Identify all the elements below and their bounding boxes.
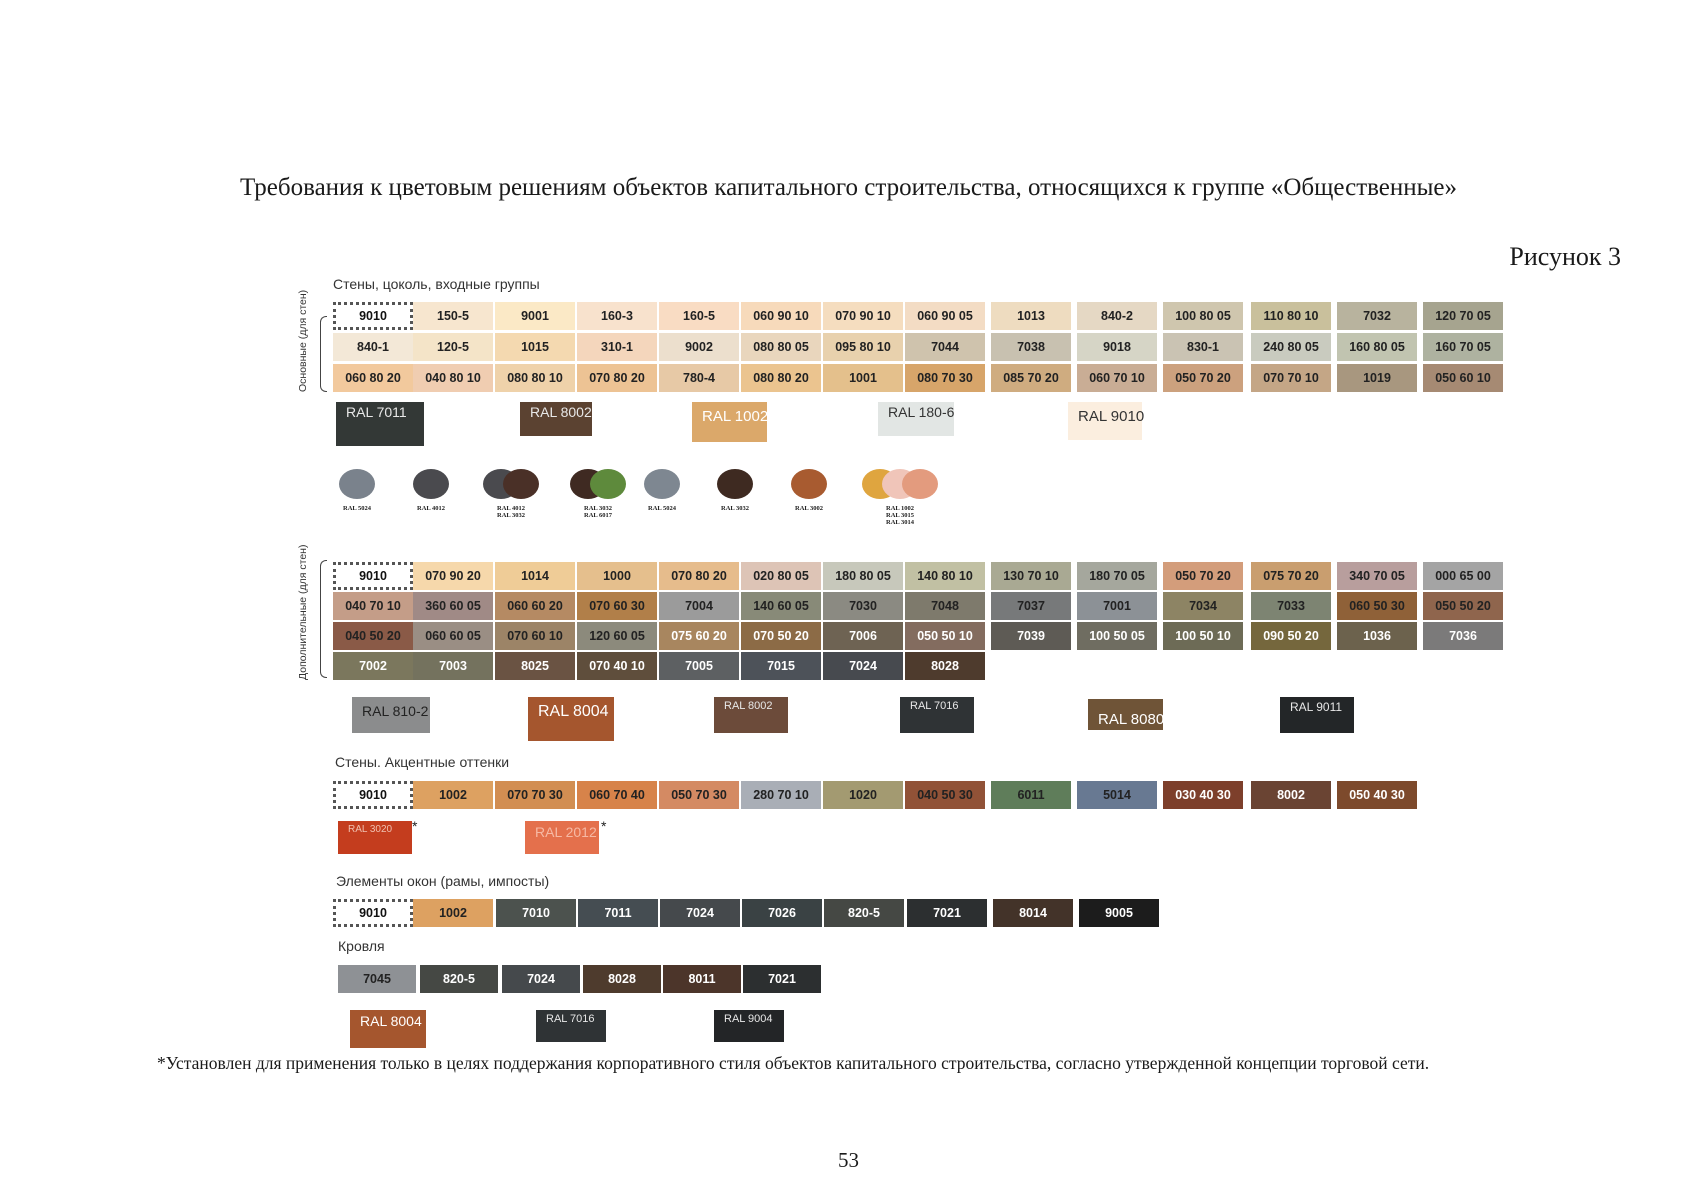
color-chip: 070 60 30 xyxy=(577,592,657,620)
color-chip: 050 60 10 xyxy=(1423,364,1503,392)
ral-swatch: RAL 3020 xyxy=(338,821,412,854)
color-chip: 7039 xyxy=(991,622,1071,650)
color-chip: 360 60 05 xyxy=(413,592,493,620)
color-chip: 075 70 20 xyxy=(1251,562,1331,590)
color-chip: 1014 xyxy=(495,562,575,590)
color-chip: 7033 xyxy=(1251,592,1331,620)
color-chip: 050 50 10 xyxy=(905,622,985,650)
main-bracket xyxy=(320,316,327,392)
color-chip: 120 60 05 xyxy=(577,622,657,650)
color-chip: 060 60 20 xyxy=(495,592,575,620)
color-chip: 120-5 xyxy=(413,333,493,361)
color-chip: 180 80 05 xyxy=(823,562,903,590)
color-circle xyxy=(644,469,680,499)
circle-label: RAL 3032 xyxy=(721,505,749,512)
color-chip: 060 70 40 xyxy=(577,781,657,809)
color-circle xyxy=(791,469,827,499)
color-chip: 7021 xyxy=(743,965,821,993)
color-chip: 7026 xyxy=(742,899,822,927)
color-chip: 7037 xyxy=(991,592,1071,620)
color-chip: 050 70 20 xyxy=(1163,364,1243,392)
color-chip: 5014 xyxy=(1077,781,1157,809)
color-chip: 7005 xyxy=(659,652,739,680)
section-roof-title: Кровля xyxy=(338,938,385,954)
ral-swatch: RAL 8002 xyxy=(714,697,788,733)
color-chip: 050 70 20 xyxy=(1163,562,1243,590)
ral-swatch: RAL 9004 xyxy=(714,1010,784,1042)
color-chip: 310-1 xyxy=(577,333,657,361)
ral-swatch: RAL 8002 xyxy=(520,402,592,436)
color-chip: 030 40 30 xyxy=(1163,781,1243,809)
color-chip: 9001 xyxy=(495,302,575,330)
circle-label: RAL 4012 xyxy=(417,505,445,512)
circle-label: RAL 3032 RAL 6017 xyxy=(584,505,612,519)
color-chip: 100 50 05 xyxy=(1077,622,1157,650)
color-chip: 1020 xyxy=(823,781,903,809)
color-chip: 1002 xyxy=(413,781,493,809)
color-chip: 085 70 20 xyxy=(991,364,1071,392)
color-chip: 1036 xyxy=(1337,622,1417,650)
color-chip: 280 70 10 xyxy=(741,781,821,809)
color-chip: 050 50 20 xyxy=(1423,592,1503,620)
color-chip: 060 70 10 xyxy=(1077,364,1157,392)
color-chip: 140 60 05 xyxy=(741,592,821,620)
ral-swatch: RAL 1002 xyxy=(692,402,767,442)
color-chip: 070 60 10 xyxy=(495,622,575,650)
color-chip: 150-5 xyxy=(413,302,493,330)
color-chip: 040 50 20 xyxy=(333,622,413,650)
ral-swatch: RAL 810-2 xyxy=(352,697,430,733)
color-chip: 120 70 05 xyxy=(1423,302,1503,330)
asterisk-mark: * xyxy=(412,818,418,834)
color-chip: 070 90 10 xyxy=(823,302,903,330)
color-chip: 8028 xyxy=(583,965,661,993)
color-chip: 830-1 xyxy=(1163,333,1243,361)
color-chip: 7044 xyxy=(905,333,985,361)
page-title: Требования к цветовым решениям объектов капитального строительства, относящихся к группе «Общественные» xyxy=(239,174,1458,201)
color-chip: 9010 xyxy=(333,562,413,590)
color-chip: 7024 xyxy=(660,899,740,927)
color-chip: 070 90 20 xyxy=(413,562,493,590)
figure-label: Рисунок 3 xyxy=(1509,242,1621,271)
ral-swatch: RAL 8004 xyxy=(528,697,614,741)
color-chip: 9018 xyxy=(1077,333,1157,361)
circle-label: RAL 1002 RAL 3015 RAL 3014 xyxy=(886,505,914,526)
color-chip: 9010 xyxy=(333,899,413,927)
asterisk-mark: * xyxy=(601,818,607,834)
color-chip: 7034 xyxy=(1163,592,1243,620)
ral-swatch: RAL 7016 xyxy=(536,1010,606,1042)
color-chip: 020 80 05 xyxy=(741,562,821,590)
color-chip: 1002 xyxy=(413,899,493,927)
color-circle xyxy=(717,469,753,499)
color-chip: 000 65 00 xyxy=(1423,562,1503,590)
color-chip: 7002 xyxy=(333,652,413,680)
color-circle xyxy=(413,469,449,499)
color-chip: 1013 xyxy=(991,302,1071,330)
color-chip: 7036 xyxy=(1423,622,1503,650)
color-chip: 8028 xyxy=(905,652,985,680)
color-chip: 070 70 10 xyxy=(1251,364,1331,392)
color-chip: 100 80 05 xyxy=(1163,302,1243,330)
color-chip: 1015 xyxy=(495,333,575,361)
ral-swatch: RAL 2012 xyxy=(525,821,599,854)
color-chip: 160 70 05 xyxy=(1423,333,1503,361)
color-chip: 070 80 20 xyxy=(577,364,657,392)
color-chip: 7004 xyxy=(659,592,739,620)
color-chip: 7024 xyxy=(823,652,903,680)
color-chip: 180 70 05 xyxy=(1077,562,1157,590)
color-chip: 100 50 10 xyxy=(1163,622,1243,650)
color-chip: 080 70 30 xyxy=(905,364,985,392)
ral-swatch: RAL 8080 xyxy=(1088,699,1163,730)
color-chip: 1019 xyxy=(1337,364,1417,392)
color-chip: 7015 xyxy=(741,652,821,680)
color-chip: 060 90 10 xyxy=(741,302,821,330)
ral-swatch: RAL 180-6 xyxy=(878,402,954,436)
color-chip: 040 70 10 xyxy=(333,592,413,620)
color-chip: 7048 xyxy=(905,592,985,620)
ral-swatch: RAL 9011 xyxy=(1280,697,1354,733)
section-windows-title: Элементы окон (рамы, импосты) xyxy=(336,873,550,889)
color-circle xyxy=(590,469,626,499)
color-chip: 7024 xyxy=(502,965,580,993)
main-vertical-label: Основные (для стен) xyxy=(297,289,309,392)
color-chip: 130 70 10 xyxy=(991,562,1071,590)
color-chip: 8025 xyxy=(495,652,575,680)
circle-label: RAL 3002 xyxy=(795,505,823,512)
color-chip: 7010 xyxy=(496,899,576,927)
color-chip: 075 60 20 xyxy=(659,622,739,650)
color-chip: 070 50 20 xyxy=(741,622,821,650)
color-chip: 7032 xyxy=(1337,302,1417,330)
color-chip: 160 80 05 xyxy=(1337,333,1417,361)
additional-vertical-label: Дополнительные (для стен) xyxy=(297,544,309,680)
color-chip: 050 70 30 xyxy=(659,781,739,809)
circle-label: RAL 4012 RAL 3032 xyxy=(497,505,525,519)
footnote: *Установлен для применения только в целях поддержания корпоративного стиля объектов капитального строительства, согласно утвержденной концепции торговой сети. xyxy=(157,1053,1430,1073)
color-chip: 7011 xyxy=(578,899,658,927)
color-chip: 1000 xyxy=(577,562,657,590)
color-chip: 840-2 xyxy=(1077,302,1157,330)
color-chip: 7030 xyxy=(823,592,903,620)
color-chip: 8002 xyxy=(1251,781,1331,809)
additional-bracket xyxy=(320,560,327,678)
color-chip: 060 60 05 xyxy=(413,622,493,650)
color-chip: 820-5 xyxy=(420,965,498,993)
ral-swatch: RAL 7011 xyxy=(336,402,424,446)
color-circle xyxy=(503,469,539,499)
color-chip: 340 70 05 xyxy=(1337,562,1417,590)
color-chip: 7045 xyxy=(338,965,416,993)
color-chip: 050 40 30 xyxy=(1337,781,1417,809)
color-chip: 8014 xyxy=(993,899,1073,927)
color-chip: 070 40 10 xyxy=(577,652,657,680)
color-chip: 090 50 20 xyxy=(1251,622,1331,650)
color-chip: 160-5 xyxy=(659,302,739,330)
circle-label: RAL 5024 xyxy=(343,505,371,512)
color-chip: 9010 xyxy=(333,302,413,330)
color-chip: 040 50 30 xyxy=(905,781,985,809)
color-circle xyxy=(339,469,375,499)
color-chip: 8011 xyxy=(663,965,741,993)
color-chip: 780-4 xyxy=(659,364,739,392)
color-circle xyxy=(902,469,938,499)
color-chip: 7001 xyxy=(1077,592,1157,620)
color-chip: 820-5 xyxy=(824,899,904,927)
color-chip: 240 80 05 xyxy=(1251,333,1331,361)
color-chip: 7021 xyxy=(907,899,987,927)
circle-label: RAL 5024 xyxy=(648,505,676,512)
color-chip: 6011 xyxy=(991,781,1071,809)
color-chip: 1001 xyxy=(823,364,903,392)
color-chip: 080 80 20 xyxy=(741,364,821,392)
ral-swatch: RAL 9010 xyxy=(1068,402,1142,440)
color-chip: 040 80 10 xyxy=(413,364,493,392)
section-accent-title: Стены. Акцентные оттенки xyxy=(335,754,510,770)
ral-swatch: RAL 8004 xyxy=(350,1010,426,1048)
color-chip: 7003 xyxy=(413,652,493,680)
color-chip: 140 80 10 xyxy=(905,562,985,590)
color-chip: 7038 xyxy=(991,333,1071,361)
color-chip: 060 90 05 xyxy=(905,302,985,330)
color-chip: 7006 xyxy=(823,622,903,650)
color-chip: 070 80 20 xyxy=(659,562,739,590)
color-chip: 160-3 xyxy=(577,302,657,330)
color-chip: 060 50 30 xyxy=(1337,592,1417,620)
color-chip: 110 80 10 xyxy=(1251,302,1331,330)
section-walls-main-title: Стены, цоколь, входные группы xyxy=(333,276,540,292)
color-chip: 070 70 30 xyxy=(495,781,575,809)
color-chip: 080 80 05 xyxy=(741,333,821,361)
color-chip: 080 80 10 xyxy=(495,364,575,392)
ral-swatch: RAL 7016 xyxy=(900,697,974,733)
color-chip: 095 80 10 xyxy=(823,333,903,361)
page-number: 53 xyxy=(838,1148,859,1172)
color-chip: 9002 xyxy=(659,333,739,361)
color-chip: 060 80 20 xyxy=(333,364,413,392)
color-chip: 840-1 xyxy=(333,333,413,361)
color-chip: 9005 xyxy=(1079,899,1159,927)
color-chip: 9010 xyxy=(333,781,413,809)
